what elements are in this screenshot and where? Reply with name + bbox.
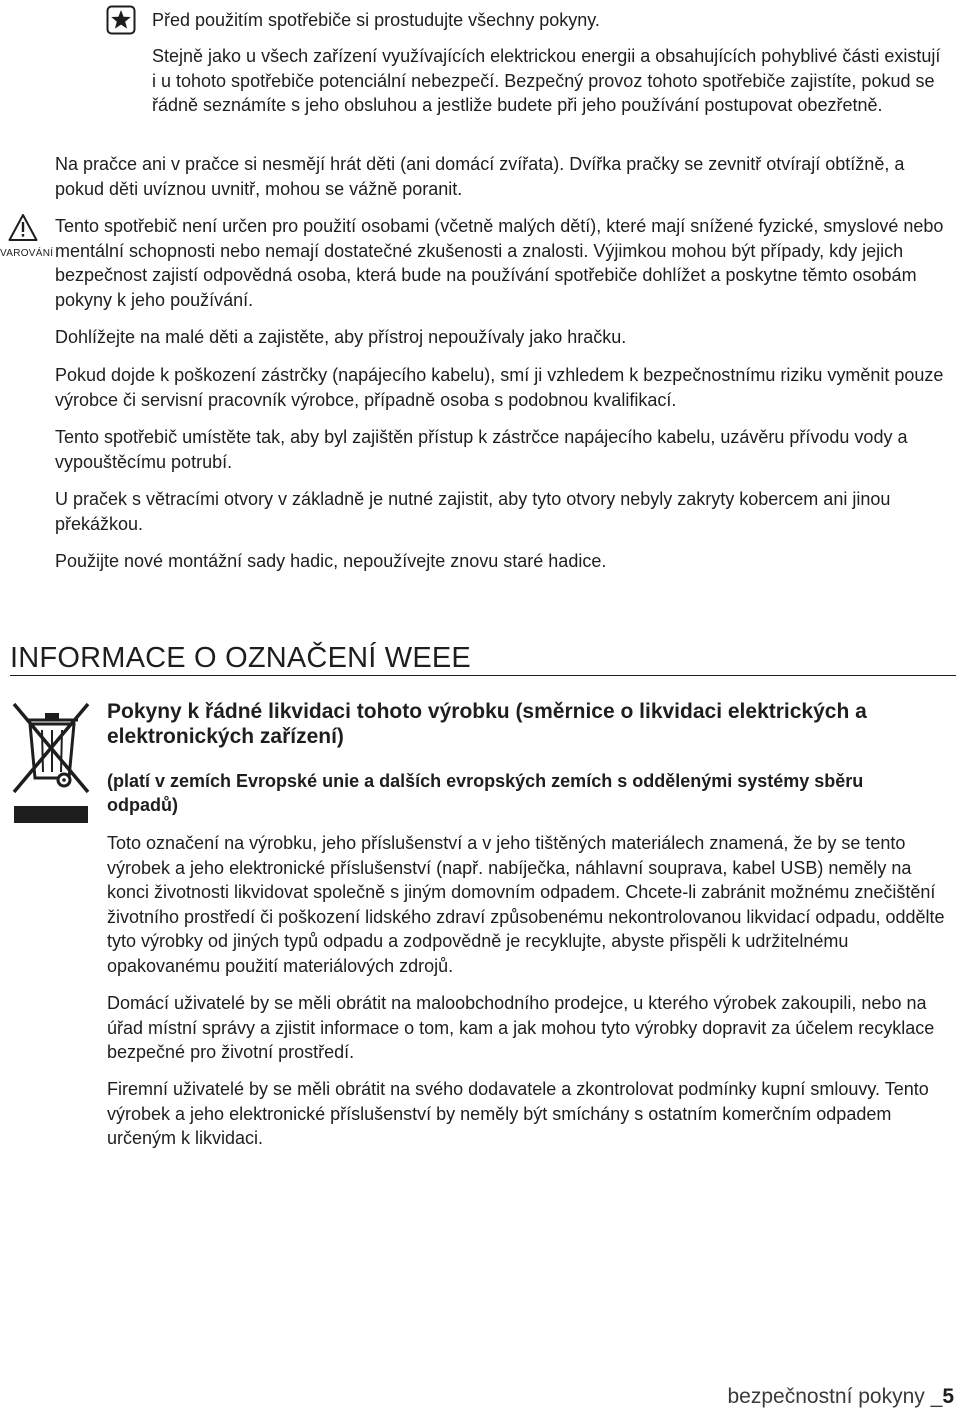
warning-paragraph-1: Tento spotřebič není určen pro použití osobami (včetně malých dětí), které mají snížené fyzické, smyslové nebo mentální schopnosti nebo nemají dostatečné zkušenosti a znalosti. Výjimkou mohou být případy, kdy jejich bezpečnost zajistí odpovědná osoba, která bude na používání spotřebiče dohlížet a poskytne těmto osobám pokyny k jeho používání. [55,216,944,310]
page-footer [728,1385,955,1409]
note-paragraph-2: Na pračce ani v pračce si nesmějí hrát děti (ani domácí zvířata). Dvířka pračky se zevnitř otvírají obtížně, a pokud děti uvíznou uvnitř, mohou se vážně poranit. [55,154,905,199]
crossed-out-wheelie-bin-icon [12,700,92,825]
note-first: Před použitím spotřebiče si prostudujte všechny pokyny. [152,10,600,30]
note-paragraph-1: Stejně jako u všech zařízení využívajících elektrickou energii a obsahujících pohyblivé části existují i u tohoto spotřebiče potenciální nebezpečí. Bezpečný provoz tohoto spotřebiče zajistíte, pokud se řádně seznámíte s jeho obsluhou a jestliže budete při jeho používání postupovat obezřetně. [152,46,941,115]
page-number: 5 [942,1385,954,1408]
warning-paragraph-6: Použijte nové montážní sady hadic, nepoužívejte znovu staré hadice. [55,551,607,571]
warning-paragraph-4: Tento spotřebič umístěte tak, aby byl zajištěn přístup k zástrčce napájecího kabelu, uzávěru přívodu vody a vypouštěcímu potrubí. [55,427,908,472]
footer-section-name: bezpečnostní pokyny _ [727,1385,943,1408]
weee-paragraph-2: Domácí uživatelé by se měli obrátit na maloobchodního prodejce, u kterého výrobek zakoupili, nebo na úřad místní správy a zjistit informace o tom, kam a jak mohou tyto výrobky dopravit za účelem recyklace bezpečné pro životní prostředí. [107,993,935,1062]
warning-paragraph-3: Pokud dojde k poškození zástrčky (napájecího kabelu), smí ji vzhledem k bezpečnostnímu riziku vyměnit pouze výrobce či servisní pracovník výrobce, případně osoba s podobnou kvalifikací. [55,365,944,410]
warning-paragraph-5: U praček s větracími otvory v základně je nutné zajistit, aby tyto otvory nebyly zakryty kobercem ani jinou překážkou. [55,489,891,534]
section-divider [10,675,956,676]
section-title-weee: INFORMACE O OZNAČENÍ WEEE [10,642,471,674]
weee-paragraph-3: Firemní uživatelé by se měli obrátit na svého dodavatele a zkontrolovat podmínky kupní smlouvy. Tento výrobek a jeho elektronické příslušenství by neměly být smíchány s ostatním komerčním odpadem určeným k likvidaci. [107,1079,929,1148]
warning-label: VAROVÁNÍ [0,248,54,259]
weee-heading: Pokyny k řádné likvidaci tohoto výrobku (směrnice o likvidaci elektrických a elektronických zařízení) [107,700,867,748]
star-note-icon [106,5,136,35]
weee-subheading: (platí v zemích Evropské unie a dalších evropských zemích s oddělenými systémy sběru odpadů) [107,771,864,815]
warning-paragraph-2: Dohlížejte na malé děti a zajistěte, aby přístroj nepoužívaly jako hračku. [55,327,627,347]
warning-triangle-icon [8,213,38,243]
weee-paragraph-1: Toto označení na výrobku, jeho příslušenství a v jeho tištěných materiálech znamená, že by se tento výrobek a jeho elektronické příslušenství (např. nabíječka, náhlavní souprava, kabel USB) neměly na konci životnosti likvidovat společně s jiným domovním odpadem. Chcete-li zabránit možnému znečištění životního prostředí či poškození lidského zdraví způsobenému nekontrolovanou likvidací odpadu, oddělte tyto výrobky od jiných typů odpadu a zodpovědně je recyklujte, abyste přispěli k udržitelnému opakovanému použití materiálových zdrojů. [107,833,945,976]
